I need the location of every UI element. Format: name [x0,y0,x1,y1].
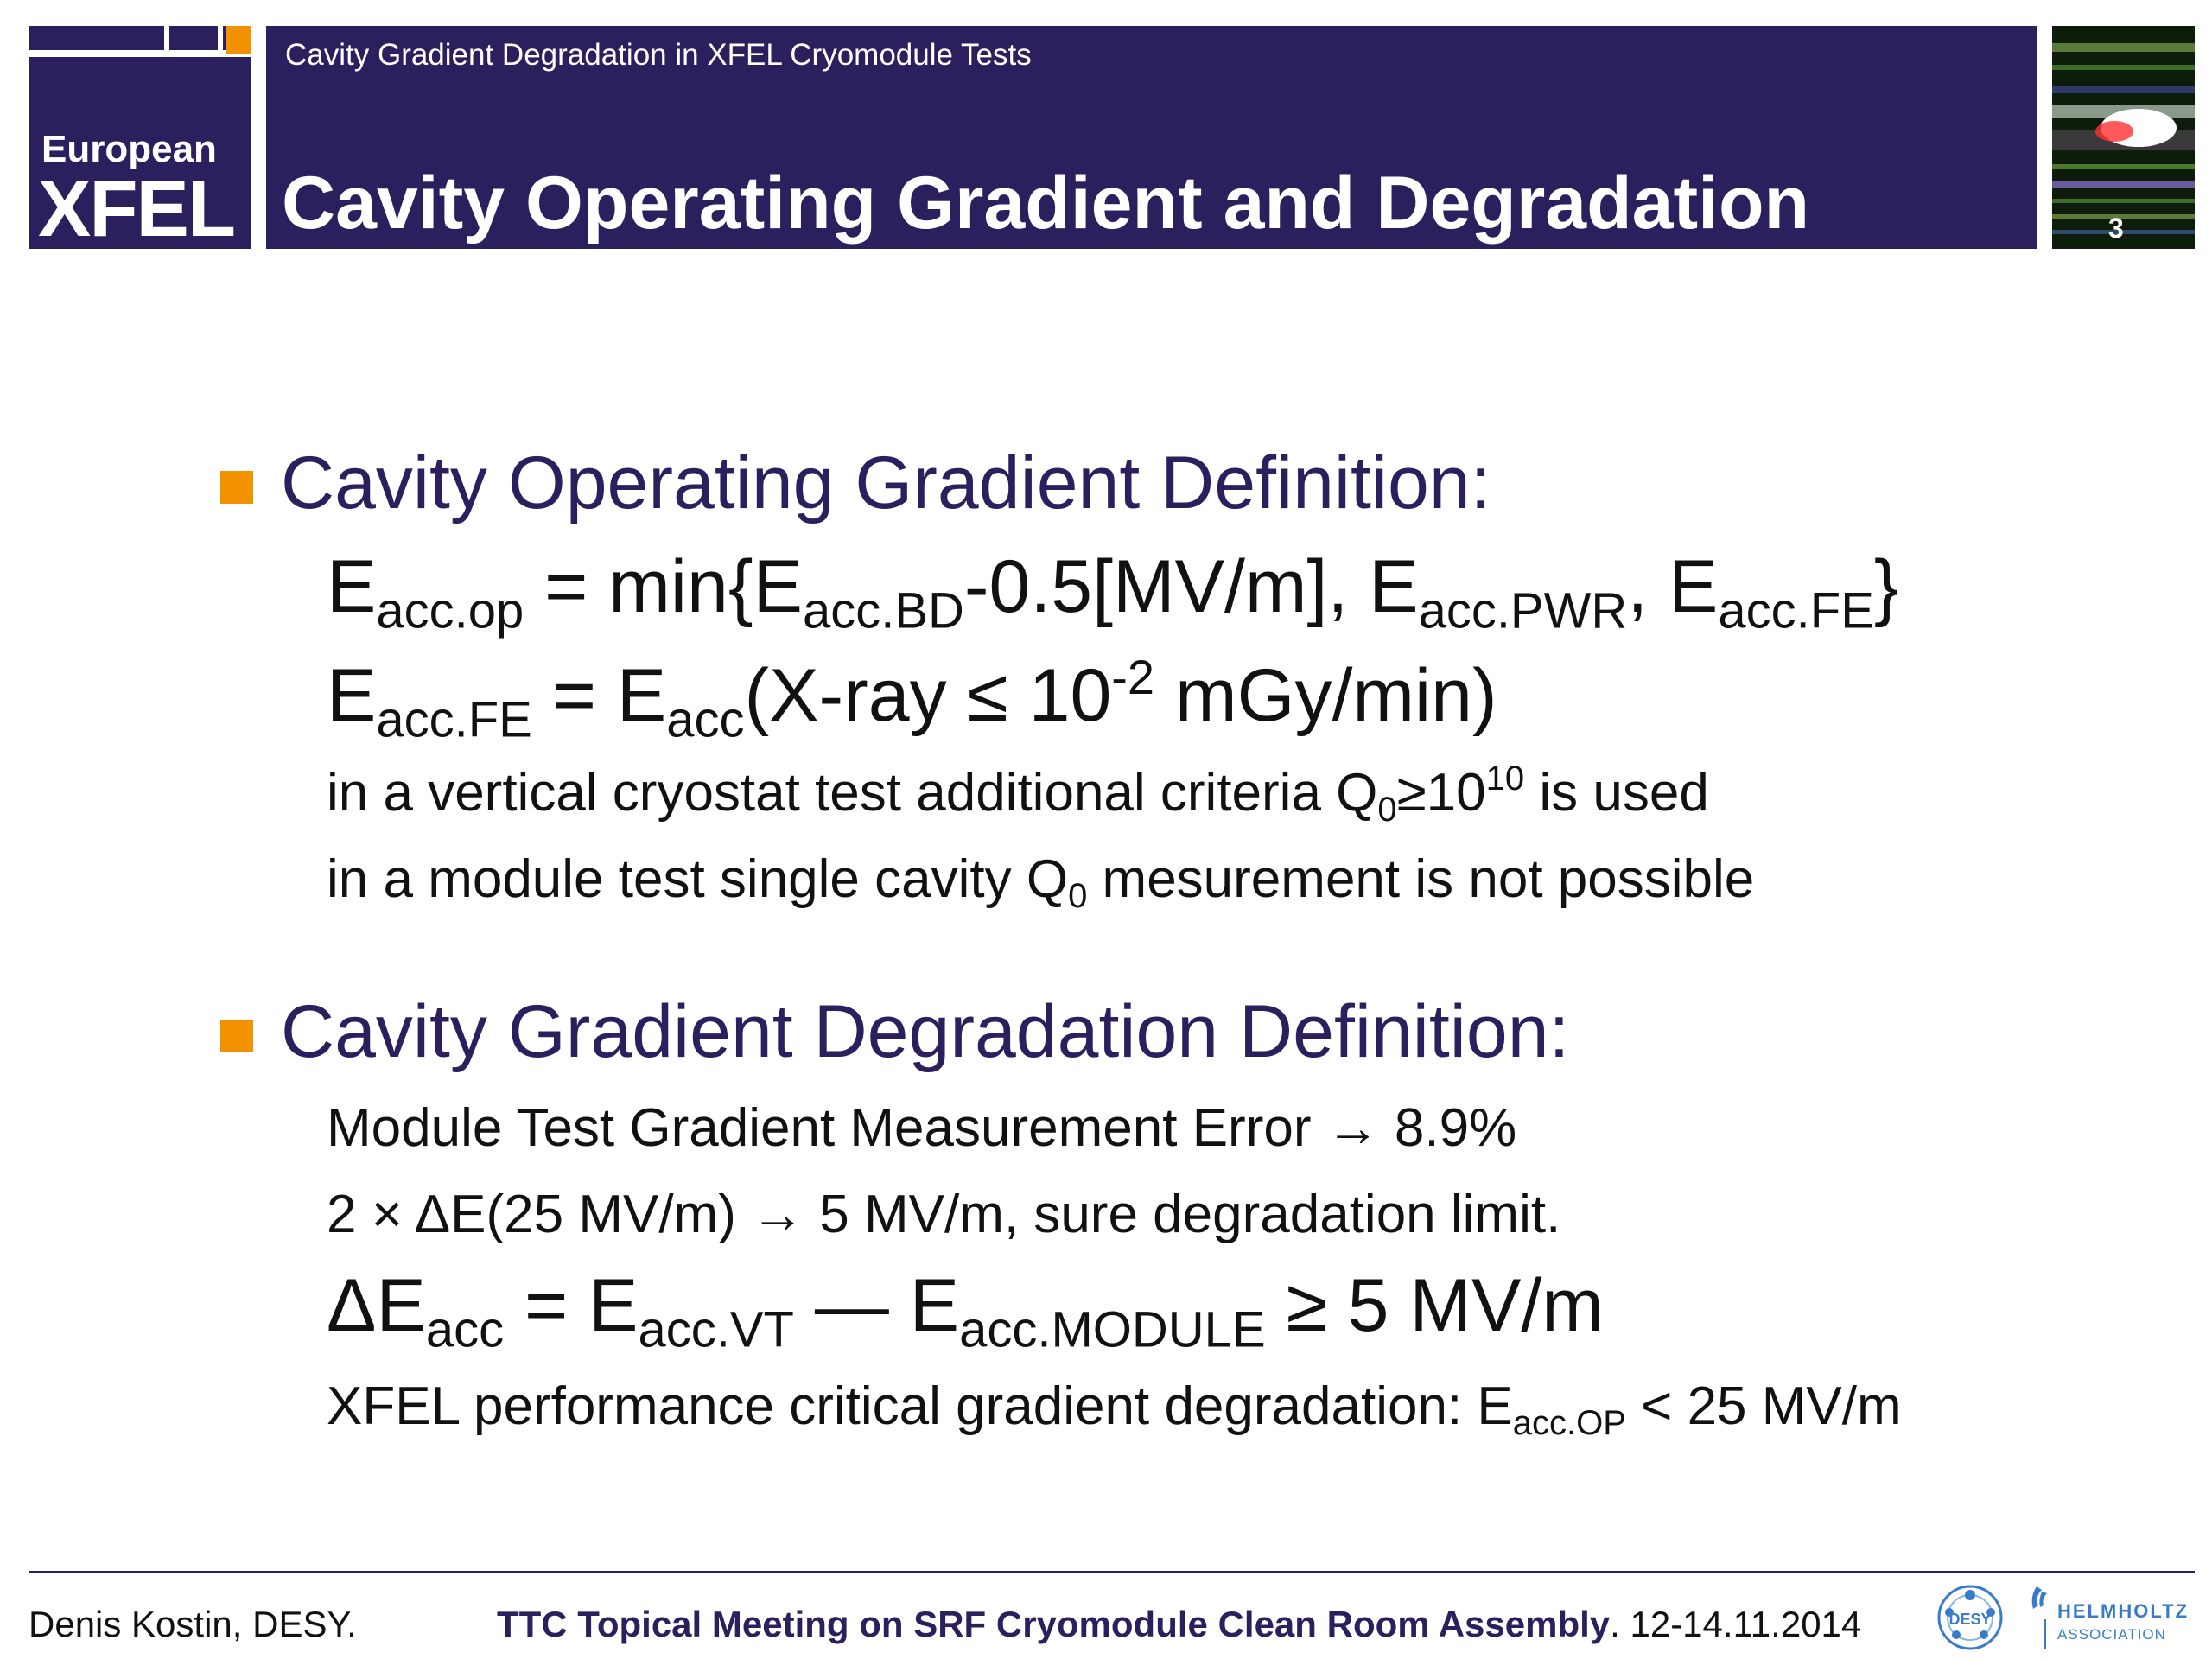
page-number: 3 [2108,213,2124,244]
bullet-square [220,1020,253,1052]
critical-degradation-line: XFEL performance critical gradient degradation: $E_{acc.OP} < 25$ MV/m [327,1376,1902,1442]
logo-xfel-text: XFEL [38,165,235,253]
formula-delta-eacc: $\Delta E_{acc} = E_{acc.VT}$ — $E_{acc.MODULE} \ge 5$ MV/m [327,1264,1604,1358]
presentation-subtitle: Cavity Gradient Degradation in XFEL Cryomodule Tests [285,38,1032,72]
footer-author: Denis Kostin, DESY. [29,1604,357,1644]
footer-divider [29,1571,2195,1573]
svg-text:DESY: DESY [1948,1611,1992,1628]
logo-european-text: European [41,128,217,170]
association-label: ASSOCIATION [2057,1626,2166,1643]
helmholtz-logo [2026,1580,2199,1654]
logo-gap [218,26,223,54]
footer-meeting: TTC Topical Meeting on SRF Cryomodule Clean Room Assembly. 12-14.11.2014 [497,1604,1862,1644]
measurement-error-line: Module Test Gradient Measurement Error → 8.9% [327,1098,1517,1158]
section-heading-operating-gradient: Cavity Operating Gradient Definition: [281,442,1491,524]
degradation-limit-line: 2 × ΔE(25 MV/m) → 5 MV/m, sure degradation limit. [327,1185,1561,1244]
logo-gap [164,26,169,54]
module-test-line: in a module test single cavity $Q_0$ mesurement is not possible [327,849,1755,915]
slide-title: Cavity Operating Gradient and Degradation [282,162,1810,245]
formula-eacc-fe: $E_{acc.FE} = E_{acc}(X-ray \le 10^{-2}$ mGy/min) [327,650,1497,748]
vertical-test-criteria-line: in a vertical cryostat test additional criteria $Q_0\ge 10^{10}$ is used [327,760,1709,829]
formula-eacc-op: $E_{acc.op} = \min\{E_{acc.BD}-0.5[MV/m]$, $E_{acc.PWR}$, $E_{acc.FE}$} [327,545,1899,639]
desy-logo [1936,1583,2005,1652]
helmholtz-label: HELMHOLTZ [2057,1600,2190,1622]
logo-orange-square [226,26,251,54]
bullet-square [220,471,253,504]
section-heading-degradation: Cavity Gradient Degradation Definition: [281,990,1570,1073]
